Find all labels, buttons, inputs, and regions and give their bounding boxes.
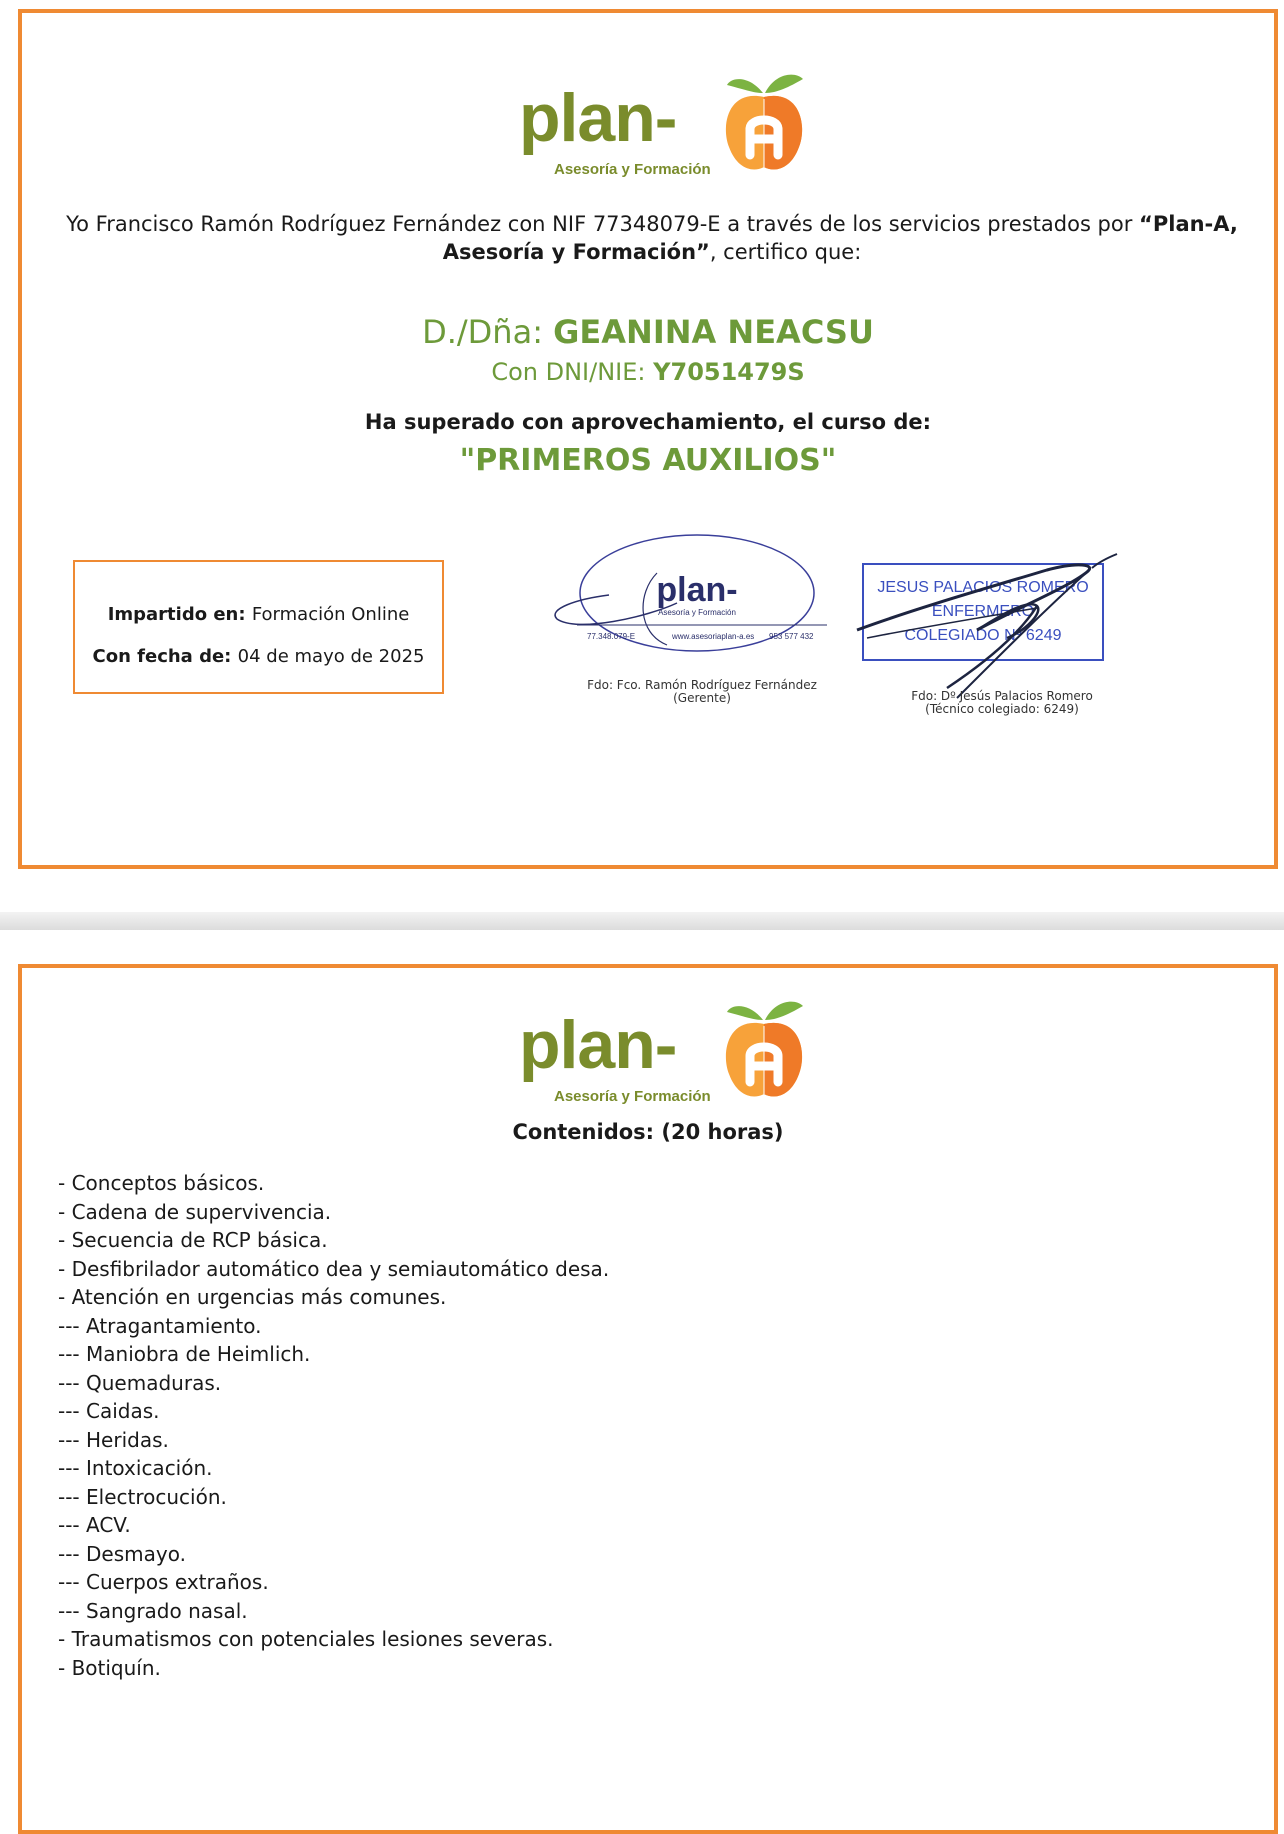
contents-item: --- Caidas.: [58, 1399, 160, 1423]
stamp-phone: 953 577 432: [769, 632, 814, 641]
contents-item: --- Cuerpos extraños.: [58, 1570, 269, 1594]
intro-company: “Plan-A, Asesoría y Formación”: [442, 212, 1238, 264]
stamp-tagline: Asesoría y Formación: [658, 608, 736, 617]
dni-label: Con DNI/NIE:: [491, 358, 654, 386]
signature1-caption: [547, 679, 857, 705]
logo-wordmark: plan-: [519, 80, 677, 156]
signature2-caption-name: Fdo: Dº Jesús Palacios Romero: [911, 689, 1093, 703]
contents-item: - Secuencia de RCP básica.: [58, 1228, 328, 1252]
contents-item: - Desfibrilador automático dea y semiautomático desa.: [58, 1256, 610, 1281]
delivered-label: Impartido en:: [107, 604, 252, 625]
plan-a-logo: [519, 63, 809, 183]
contents-item: --- Atragantamiento.: [58, 1313, 262, 1338]
contents-item: --- Sangrado nasal.: [58, 1598, 248, 1623]
dni-value: Y7051479S: [653, 358, 805, 386]
contents-title: Contenidos: (20 horas): [512, 1120, 784, 1144]
contents-item: - Atención en urgencias más comunes.: [58, 1285, 447, 1309]
company-stamp-signature: [537, 533, 857, 673]
contents-item: --- Heridas.: [58, 1427, 169, 1452]
signature1-caption-name: Fdo: Fco. Ramón Rodríguez Fernández: [587, 678, 817, 692]
signature2-caption: [857, 690, 1147, 716]
contents-item: - Traumatismos con potenciales lesiones severas.: [58, 1627, 554, 1651]
certificate-page: [18, 9, 1278, 869]
date-row: [75, 646, 442, 667]
stamp-wordmark: plan-: [656, 571, 738, 609]
handwritten-signature-icon: [837, 538, 1137, 713]
contents-page: [18, 964, 1278, 1834]
apple-logo-icon: [719, 63, 809, 175]
contents-item: --- Quemaduras.: [58, 1370, 222, 1395]
logo-tagline: Asesoría y Formación: [554, 1088, 711, 1105]
delivered-row: [75, 604, 442, 625]
passed-text: Ha superado con aprovechamiento, el curso de:: [364, 410, 932, 434]
signature2-caption-role: (Técnico colegiado: 6249): [925, 702, 1079, 716]
course-title: "PRIMEROS AUXILIOS": [459, 443, 837, 478]
certification-statement: [62, 210, 1242, 266]
intro-prefix: Yo Francisco Ramón Rodríguez Fernández con NIF 77348079-E a través de los servicios prestados por: [66, 212, 1140, 236]
contents-item: - Conceptos básicos.: [58, 1171, 265, 1195]
delivered-value: Formación Online: [251, 604, 410, 625]
nurse-stamp-name: JESUS PALACIOS ROMERO: [877, 579, 1089, 596]
contents-item: --- Maniobra de Heimlich.: [58, 1342, 311, 1366]
plan-a-logo: [519, 990, 809, 1110]
logo-tagline: Asesoría y Formación: [554, 161, 711, 178]
recipient-name: [22, 313, 1274, 351]
logo-wordmark: plan-: [519, 1007, 677, 1083]
date-value: 04 de mayo de 2025: [237, 646, 425, 667]
stamp-nif: 77.348.079-E: [587, 632, 636, 641]
contents-item: - Cadena de supervivencia.: [58, 1199, 332, 1224]
intro-suffix: , certifico que:: [709, 240, 862, 264]
nurse-stamp-number: COLEGIADO Nº 6249: [904, 627, 1062, 644]
contents-item: - Botiquín.: [58, 1655, 161, 1680]
signature1-caption-role: (Gerente): [673, 691, 731, 705]
contents-item: --- Intoxicación.: [58, 1456, 213, 1480]
contents-list: [58, 1169, 609, 1682]
contents-item: --- ACV.: [58, 1513, 131, 1537]
name-value: GEANINA NEACSU: [553, 313, 874, 351]
stamp-web: www.asesoriaplan-a.es: [672, 632, 755, 641]
name-label: D./Dña:: [422, 313, 554, 351]
date-label: Con fecha de:: [92, 646, 238, 667]
page-separator: [0, 912, 1284, 930]
apple-logo-icon: [719, 990, 809, 1102]
nurse-stamp-title: ENFERMERO: [931, 603, 1035, 620]
contents-item: --- Electrocución.: [58, 1484, 227, 1509]
recipient-dni: [22, 358, 1274, 386]
contents-item: --- Desmayo.: [58, 1541, 186, 1566]
course-info-box: [73, 560, 444, 694]
